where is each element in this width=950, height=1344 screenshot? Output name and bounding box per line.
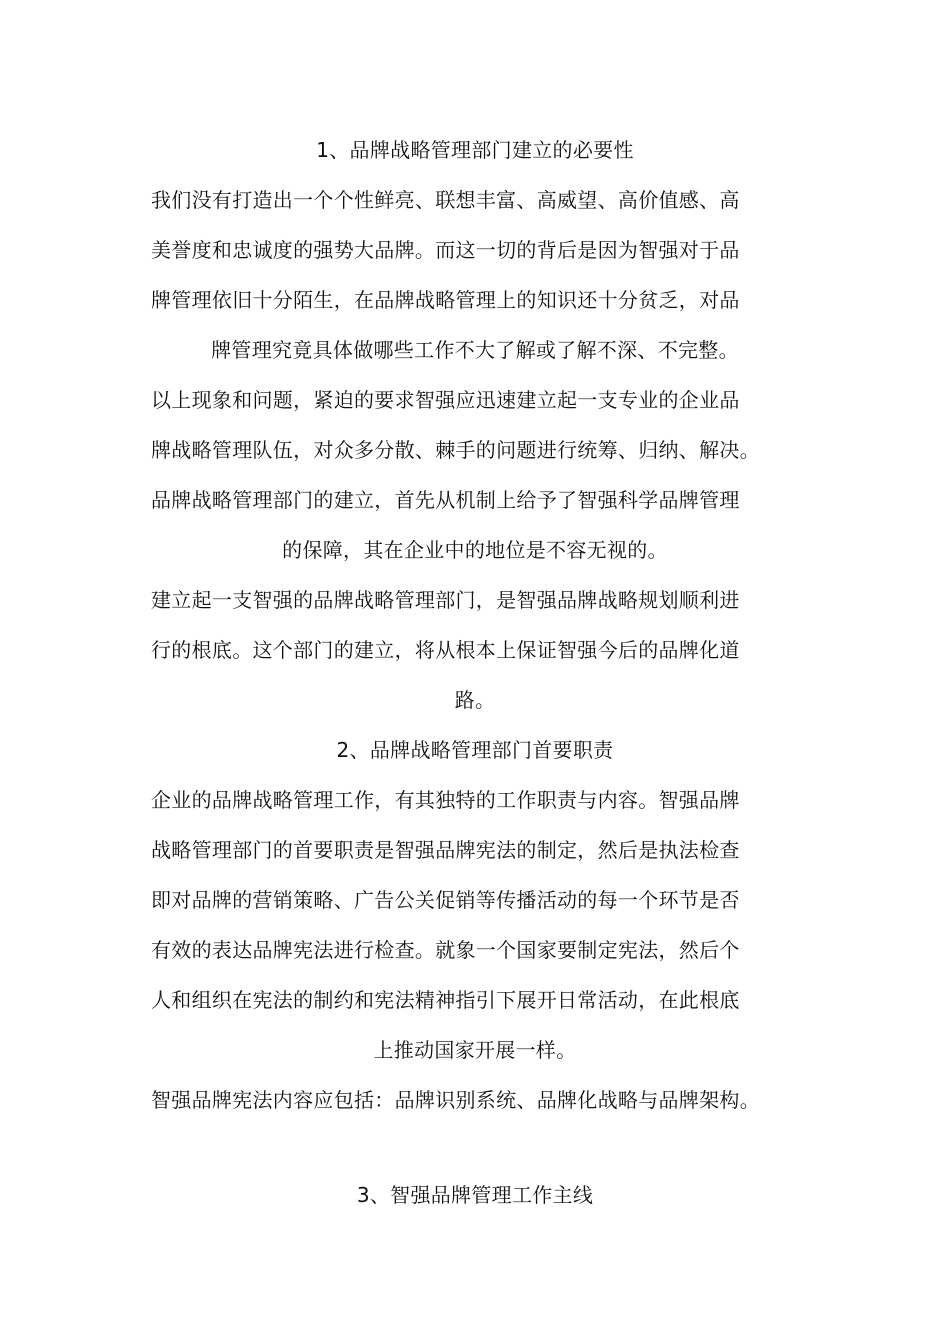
- paragraph-line: 品牌战略管理部门的建立，首先从机制上给予了智强科学品牌管理: [151, 488, 740, 512]
- section-heading: 3、智强品牌管理工作主线: [356, 1183, 594, 1207]
- paragraph-line: 路。: [454, 688, 496, 712]
- paragraph-line: 智强品牌宪法内容应包括：品牌识别系统、品牌化战略与品牌架构。: [151, 1088, 760, 1112]
- paragraph-line: 即对品牌的营销策略、广告公关促销等传播活动的每一个环节是否: [151, 888, 740, 912]
- paragraph-line: 人和组织在宪法的制约和宪法精神指引下展开日常活动，在此根底: [151, 988, 740, 1012]
- paragraph-line: 美誉度和忠诚度的强势大品牌。而这一切的背后是因为智强对于品: [151, 238, 740, 262]
- paragraph-line: 战略管理部门的首要职责是智强品牌宪法的制定，然后是执法检查: [151, 838, 740, 862]
- paragraph-line: 牌管理究竟具体做哪些工作不大了解或了解不深、不完整。: [211, 338, 739, 362]
- paragraph-line: 上推动国家开展一样。: [373, 1038, 577, 1062]
- paragraph-line: 牌战略管理队伍，对众多分散、棘手的问题进行统筹、归纳、解决。: [151, 438, 760, 462]
- paragraph-line: 牌管理依旧十分陌生，在品牌战略管理上的知识还十分贫乏，对品: [151, 288, 740, 312]
- paragraph-line: 我们没有打造出一个个性鲜亮、联想丰富、高威望、高价值感、高: [151, 188, 740, 212]
- paragraph-line: 企业的品牌战略管理工作，有其独特的工作职责与内容。智强品牌: [151, 788, 740, 812]
- section-heading: 1、品牌战略管理部门建立的必要性: [316, 138, 634, 162]
- paragraph-line: 的保障，其在企业中的地位是不容无视的。: [282, 538, 668, 562]
- paragraph-line: 以上现象和问题，紧迫的要求智强应迅速建立起一支专业的企业品: [151, 388, 740, 412]
- paragraph-line: 建立起一支智强的品牌战略管理部门，是智强品牌战略规划顺利进: [151, 588, 740, 612]
- section-heading: 2、品牌战略管理部门首要职责: [336, 738, 614, 762]
- paragraph-line: 行的根底。这个部门的建立，将从根本上保证智强今后的品牌化道: [151, 638, 740, 662]
- paragraph-line: 有效的表达品牌宪法进行检查。就象一个国家要制定宪法，然后个: [151, 938, 740, 962]
